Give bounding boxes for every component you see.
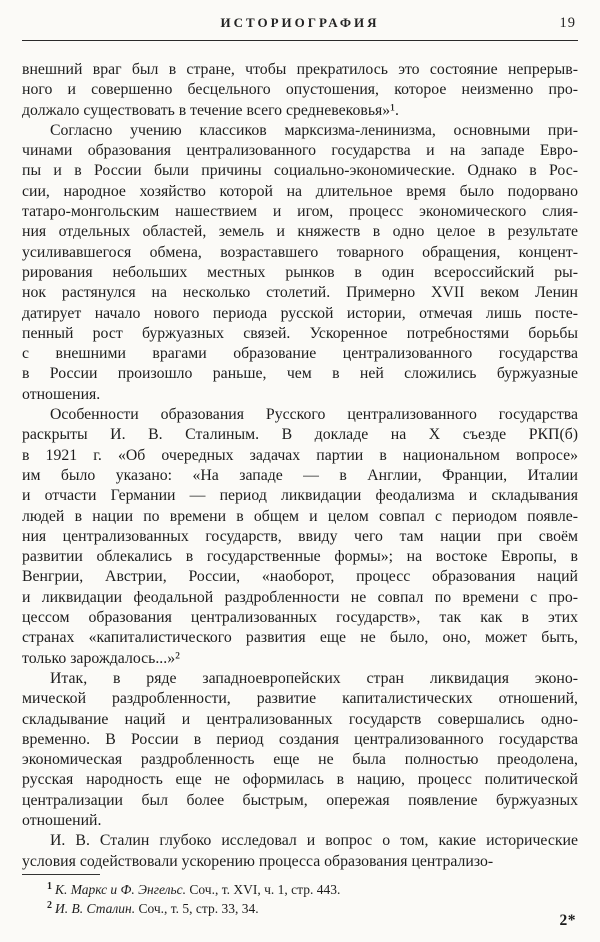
text-line: временно. В России в период создания централизованного государства <box>22 730 578 748</box>
page-number: 19 <box>559 15 576 31</box>
text-line: складывание наций и централизованных государств совершались одно- <box>22 710 578 728</box>
text-line: усиливавшегося обмена, возраставшего товарного обращения, концент- <box>22 243 578 261</box>
text-line: раскрыты И. В. Сталиным. В докладе на X съезде РКП(б) <box>22 426 578 444</box>
text-line: рирования небольших местных рынков в один всероссийский ры- <box>22 263 578 281</box>
text-line: только зарождалось...»² <box>22 649 180 667</box>
text-line: развитии облекались в государственные формы»; на востоке Европы, в <box>22 548 578 566</box>
text-line: отношений. <box>22 811 102 829</box>
body-text <box>22 60 578 872</box>
text-line: централизации был более быстрым, опережая появление буржуазных <box>22 791 578 809</box>
footnote-2-text: Соч., т. 5, стр. 33, 34. <box>135 901 259 916</box>
text-line: условия содействовали ускорению процесса образования централизо- <box>22 852 494 870</box>
text-line: мической раздробленности, развитие капиталистических отношений, <box>22 690 578 708</box>
footnote-divider <box>22 874 100 875</box>
text-line: цессом образования централизованных государств», так как в этих <box>22 609 578 627</box>
text-line: отношения. <box>22 385 101 403</box>
text-line: и отчасти Германии — период ликвидации феодализма и складывания <box>22 487 578 505</box>
text-line: ния отдельных областей, земель и княжеств в одно целое в результате <box>22 223 578 241</box>
footnote-1-ref: 1 <box>47 880 52 892</box>
text-line: пенный рост буржуазных связей. Ускоренное потребностями борьбы <box>22 324 578 342</box>
text-line: в 1921 г. «Об очередных задачах партии в национальном вопросе» <box>22 446 578 464</box>
text-line: людей в нации по времени в общем и целом совпал с периодом появле- <box>22 507 578 525</box>
text-line: с внешними врагами образование централизованного государства <box>22 345 578 363</box>
text-line: И. В. Сталин глубоко исследовал и вопрос о том, какие исторические <box>50 832 578 850</box>
footnote-2-ref: 2 <box>47 899 52 911</box>
text-line: русская народность еще не оформилась в нацию, процесс политической <box>22 771 578 789</box>
text-line: татаро-монгольским нашествием и игом, процесс экономического слия- <box>22 203 578 221</box>
text-line: странах «капиталистического развития еще не было, оно, может быть, <box>22 629 578 647</box>
footnote-2-author: И. В. Сталин. <box>55 901 136 916</box>
text-line: сии, народное хозяйство которой на длительное время было подорвано <box>22 182 578 200</box>
footnote-2 <box>22 899 578 918</box>
text-line: Особенности образования Русского централизованного государства <box>50 406 578 424</box>
text-line: ного и совершенно бесцельного опустошения, которое неизменно про- <box>22 81 578 99</box>
text-line: Венгрии, Австрии, России, «наоборот, процесс образования наций <box>22 568 578 586</box>
header-divider <box>22 40 578 41</box>
footnote-1-author: К. Маркс и Ф. Энгельс. <box>55 882 187 897</box>
text-line: ния централизованных государств, ввиду чего там нации при своём <box>22 527 578 545</box>
text-line: в России произошло раньше, чем в ней сложились буржуазные <box>22 365 578 383</box>
text-line: Итак, в ряде западноевропейских стран ликвидация эконо- <box>50 669 578 687</box>
text-line: пы и в России были причины социально-экономические. Однако в Рос- <box>22 162 578 180</box>
text-line: внешний враг был в стране, чтобы прекратилось это состояние непрерыв- <box>22 61 578 78</box>
text-line: чинами образования централизованного государства и на западе Евро- <box>22 142 578 160</box>
footnote-1-text: Соч., т. XVI, ч. 1, стр. 443. <box>186 882 341 897</box>
printer-signature-mark: 2* <box>559 912 576 929</box>
text-line: датирует начало нового периода русской истории, отмечая лишь посте- <box>22 304 578 322</box>
text-line: им было указано: «На западе — в Англии, Франции, Италии <box>22 466 578 484</box>
text-line: Согласно учению классиков марксизма-ленинизма, основными при- <box>50 121 578 139</box>
footnote-1 <box>22 880 578 899</box>
running-header <box>22 15 578 33</box>
text-line: и ликвидации феодальной раздробленности не совпал по времени с про- <box>22 588 578 606</box>
footnotes-section <box>22 874 578 918</box>
text-line: нок растянулся на несколько столетий. Примерно XVII веком Ленин <box>22 284 578 302</box>
text-line: экономическая раздробленность еще не была полностью преодолена, <box>22 751 578 769</box>
page-title: ИСТОРИОГРАФИЯ <box>220 15 380 30</box>
text-line: должало существовать в течение всего средневековья»¹. <box>22 101 399 119</box>
